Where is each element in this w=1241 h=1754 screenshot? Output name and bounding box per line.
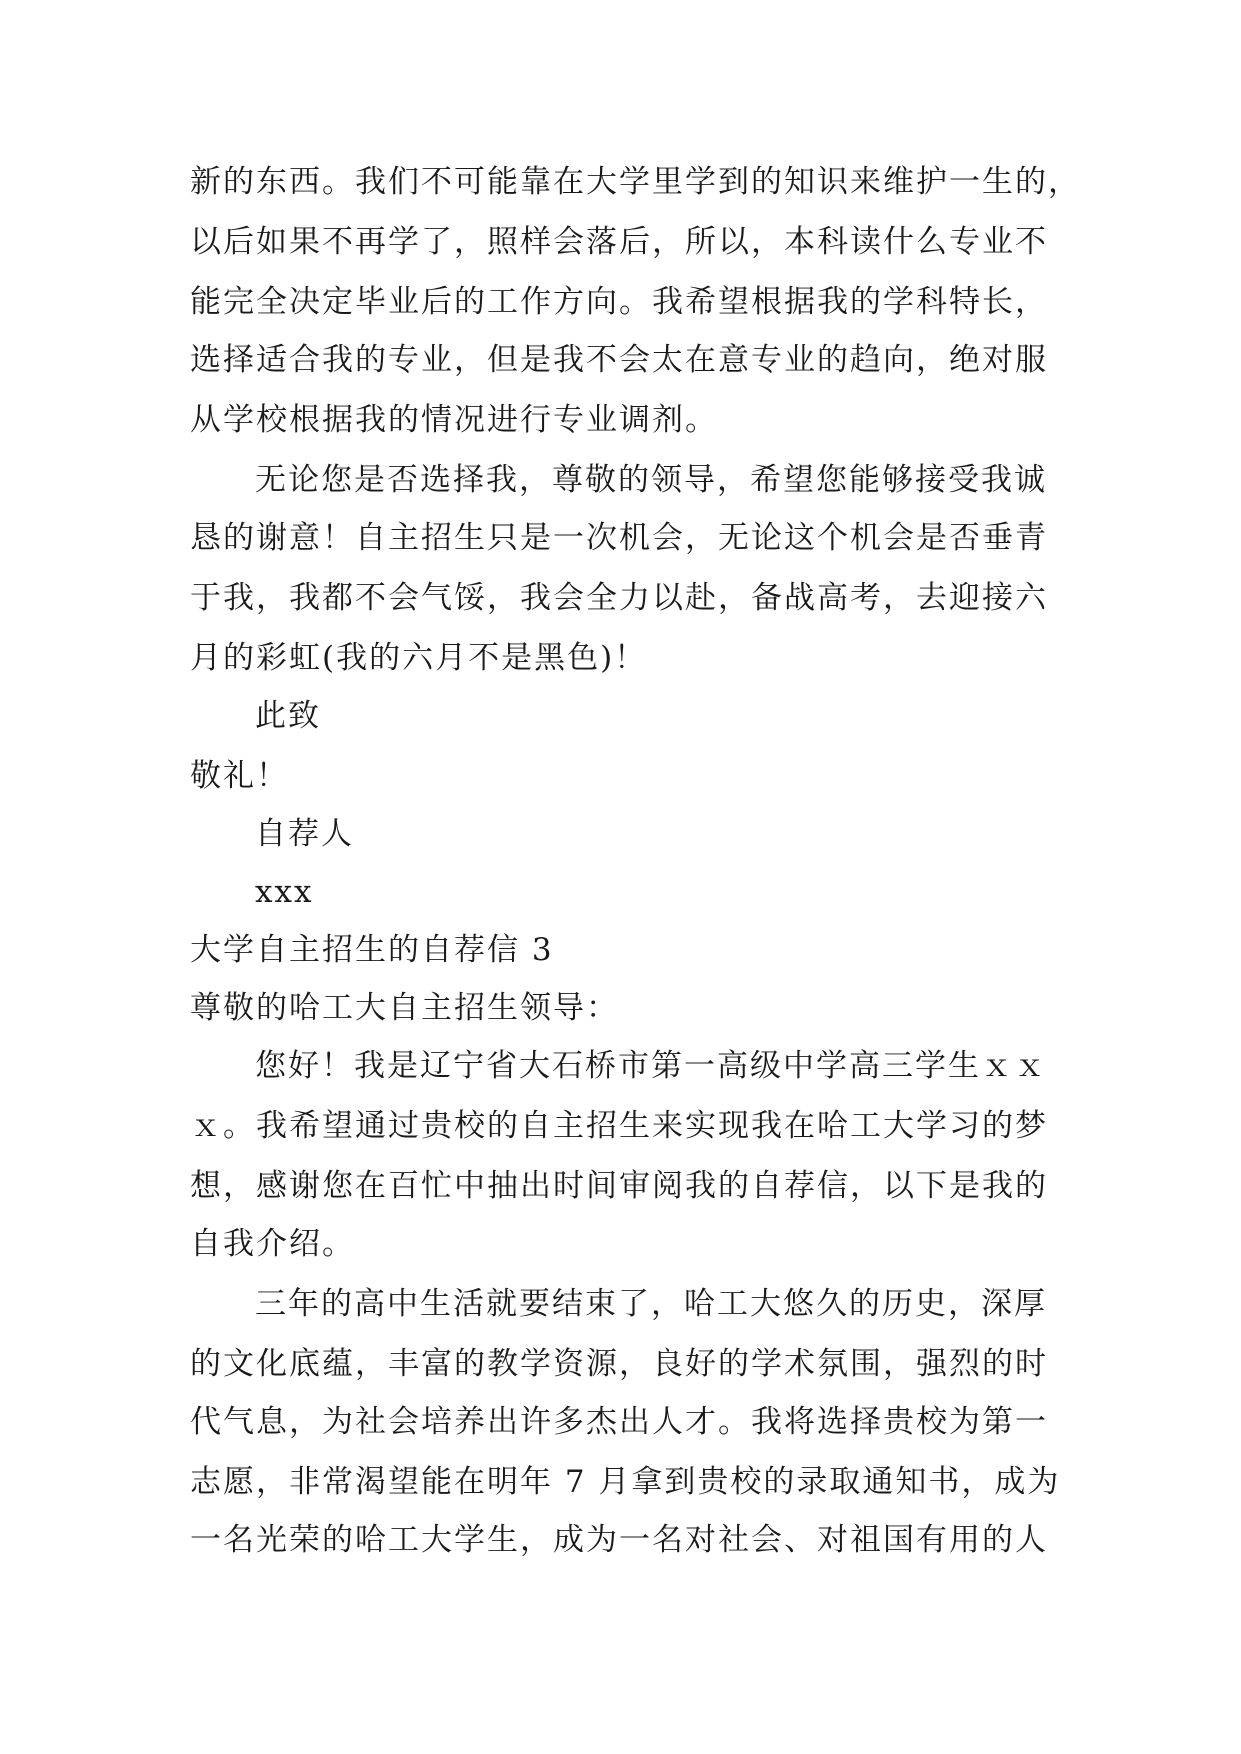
paragraph-line: ｘ。我希望通过贵校的自主招生来实现我在哈工大学习的梦 (190, 1108, 1048, 1144)
paragraph-line: 以后如果不再学了，照样会落后，所以，本科读什么专业不 (190, 224, 1048, 260)
signature-label: 自荐人 (255, 816, 354, 852)
paragraph-line: 志愿，非常渴望能在明年 7 月拿到贵校的录取通知书，成为 (190, 1464, 1061, 1500)
paragraph-line: 一名光荣的哈工大学生，成为一名对社会、对祖国有用的人 (190, 1522, 1048, 1558)
letter-greeting: 尊敬的哈工大自主招生领导： (190, 990, 619, 1026)
closing-regards: 敬礼！ (190, 758, 289, 794)
paragraph-line: 选择适合我的专业，但是我不会太在意专业的趋向，绝对服 (190, 342, 1048, 378)
paragraph-line: 您好！我是辽宁省大石桥市第一高级中学高三学生ｘｘ (255, 1048, 1047, 1084)
paragraph-line: 能完全决定毕业后的工作方向。我希望根据我的学科特长， (190, 284, 1048, 320)
paragraph-line: 的文化底蕴，丰富的教学资源，良好的学术氛围，强烈的时 (190, 1346, 1048, 1382)
paragraph-line: 代气息，为社会培养出许多杰出人才。我将选择贵校为第一 (190, 1404, 1048, 1440)
paragraph-line: 于我，我都不会气馁，我会全力以赴，备战高考，去迎接六 (190, 580, 1048, 616)
closing-salutation: 此致 (255, 698, 321, 734)
paragraph-line: 恳的谢意！自主招生只是一次机会，无论这个机会是否垂青 (190, 520, 1048, 556)
paragraph-line: 月的彩虹(我的六月不是黑色)！ (190, 640, 648, 676)
paragraph-line: 新的东西。我们不可能靠在大学里学到的知识来维护一生的， (190, 164, 1081, 200)
paragraph-line: 三年的高中生活就要结束了，哈工大悠久的历史，深厚 (255, 1286, 1047, 1322)
signature-name: xxx (255, 874, 314, 910)
paragraph-line: 自我介绍。 (190, 1226, 355, 1262)
paragraph-line: 从学校根据我的情况进行专业调剂。 (190, 402, 718, 438)
section-heading: 大学自主招生的自荐信 3 (190, 932, 554, 968)
paragraph-line: 想，感谢您在百忙中抽出时间审阅我的自荐信，以下是我的 (190, 1168, 1048, 1204)
paragraph-line: 无论您是否选择我，尊敬的领导，希望您能够接受我诚 (255, 462, 1047, 498)
